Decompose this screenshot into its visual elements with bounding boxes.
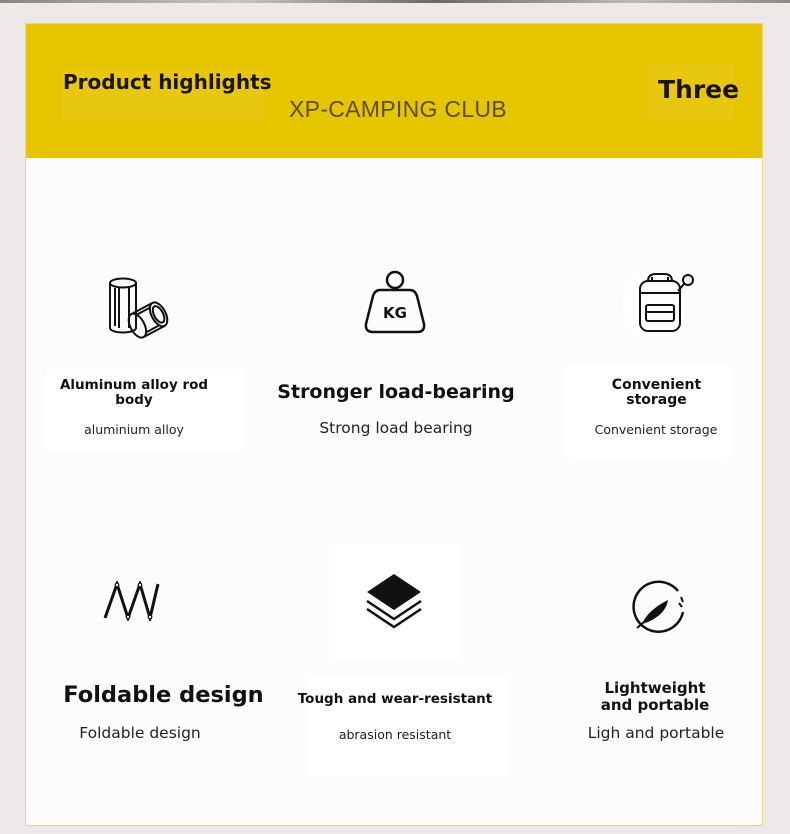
brand-name: XP-CAMPING CLUB [289,96,507,122]
folding-legs-icon [102,581,162,621]
aluminum-rods-icon [103,276,175,348]
product-card [25,23,763,826]
kg-weight-icon [363,268,427,336]
feature-subtitle: aluminium alloy [84,422,184,437]
top-edge-strip [0,0,790,3]
backpack-icon [630,271,696,335]
header-banner [26,24,762,158]
feature-title: Convenient storage [611,377,702,408]
svg-text:KG: KG [383,304,407,322]
section-number: Three [658,75,740,104]
layers-icon [363,572,425,632]
feature-subtitle: Convenient storage [594,422,718,437]
product-highlights-heading: Product highlights [63,70,272,94]
feature-subtitle: Foldable design [79,724,201,742]
feather-icon [628,578,688,636]
feature-subtitle: Strong load bearing [319,419,473,437]
feature-title: Stronger load-bearing [277,381,515,403]
feature-title: Tough and wear-resistant [297,691,493,707]
feature-subtitle: abrasion resistant [338,727,452,742]
feature-title: Aluminum alloy rod body [59,377,209,408]
feature-subtitle: Ligh and portable [587,724,725,742]
feature-title: Foldable design [63,682,264,708]
feature-title: Lightweight and portable [600,679,710,714]
